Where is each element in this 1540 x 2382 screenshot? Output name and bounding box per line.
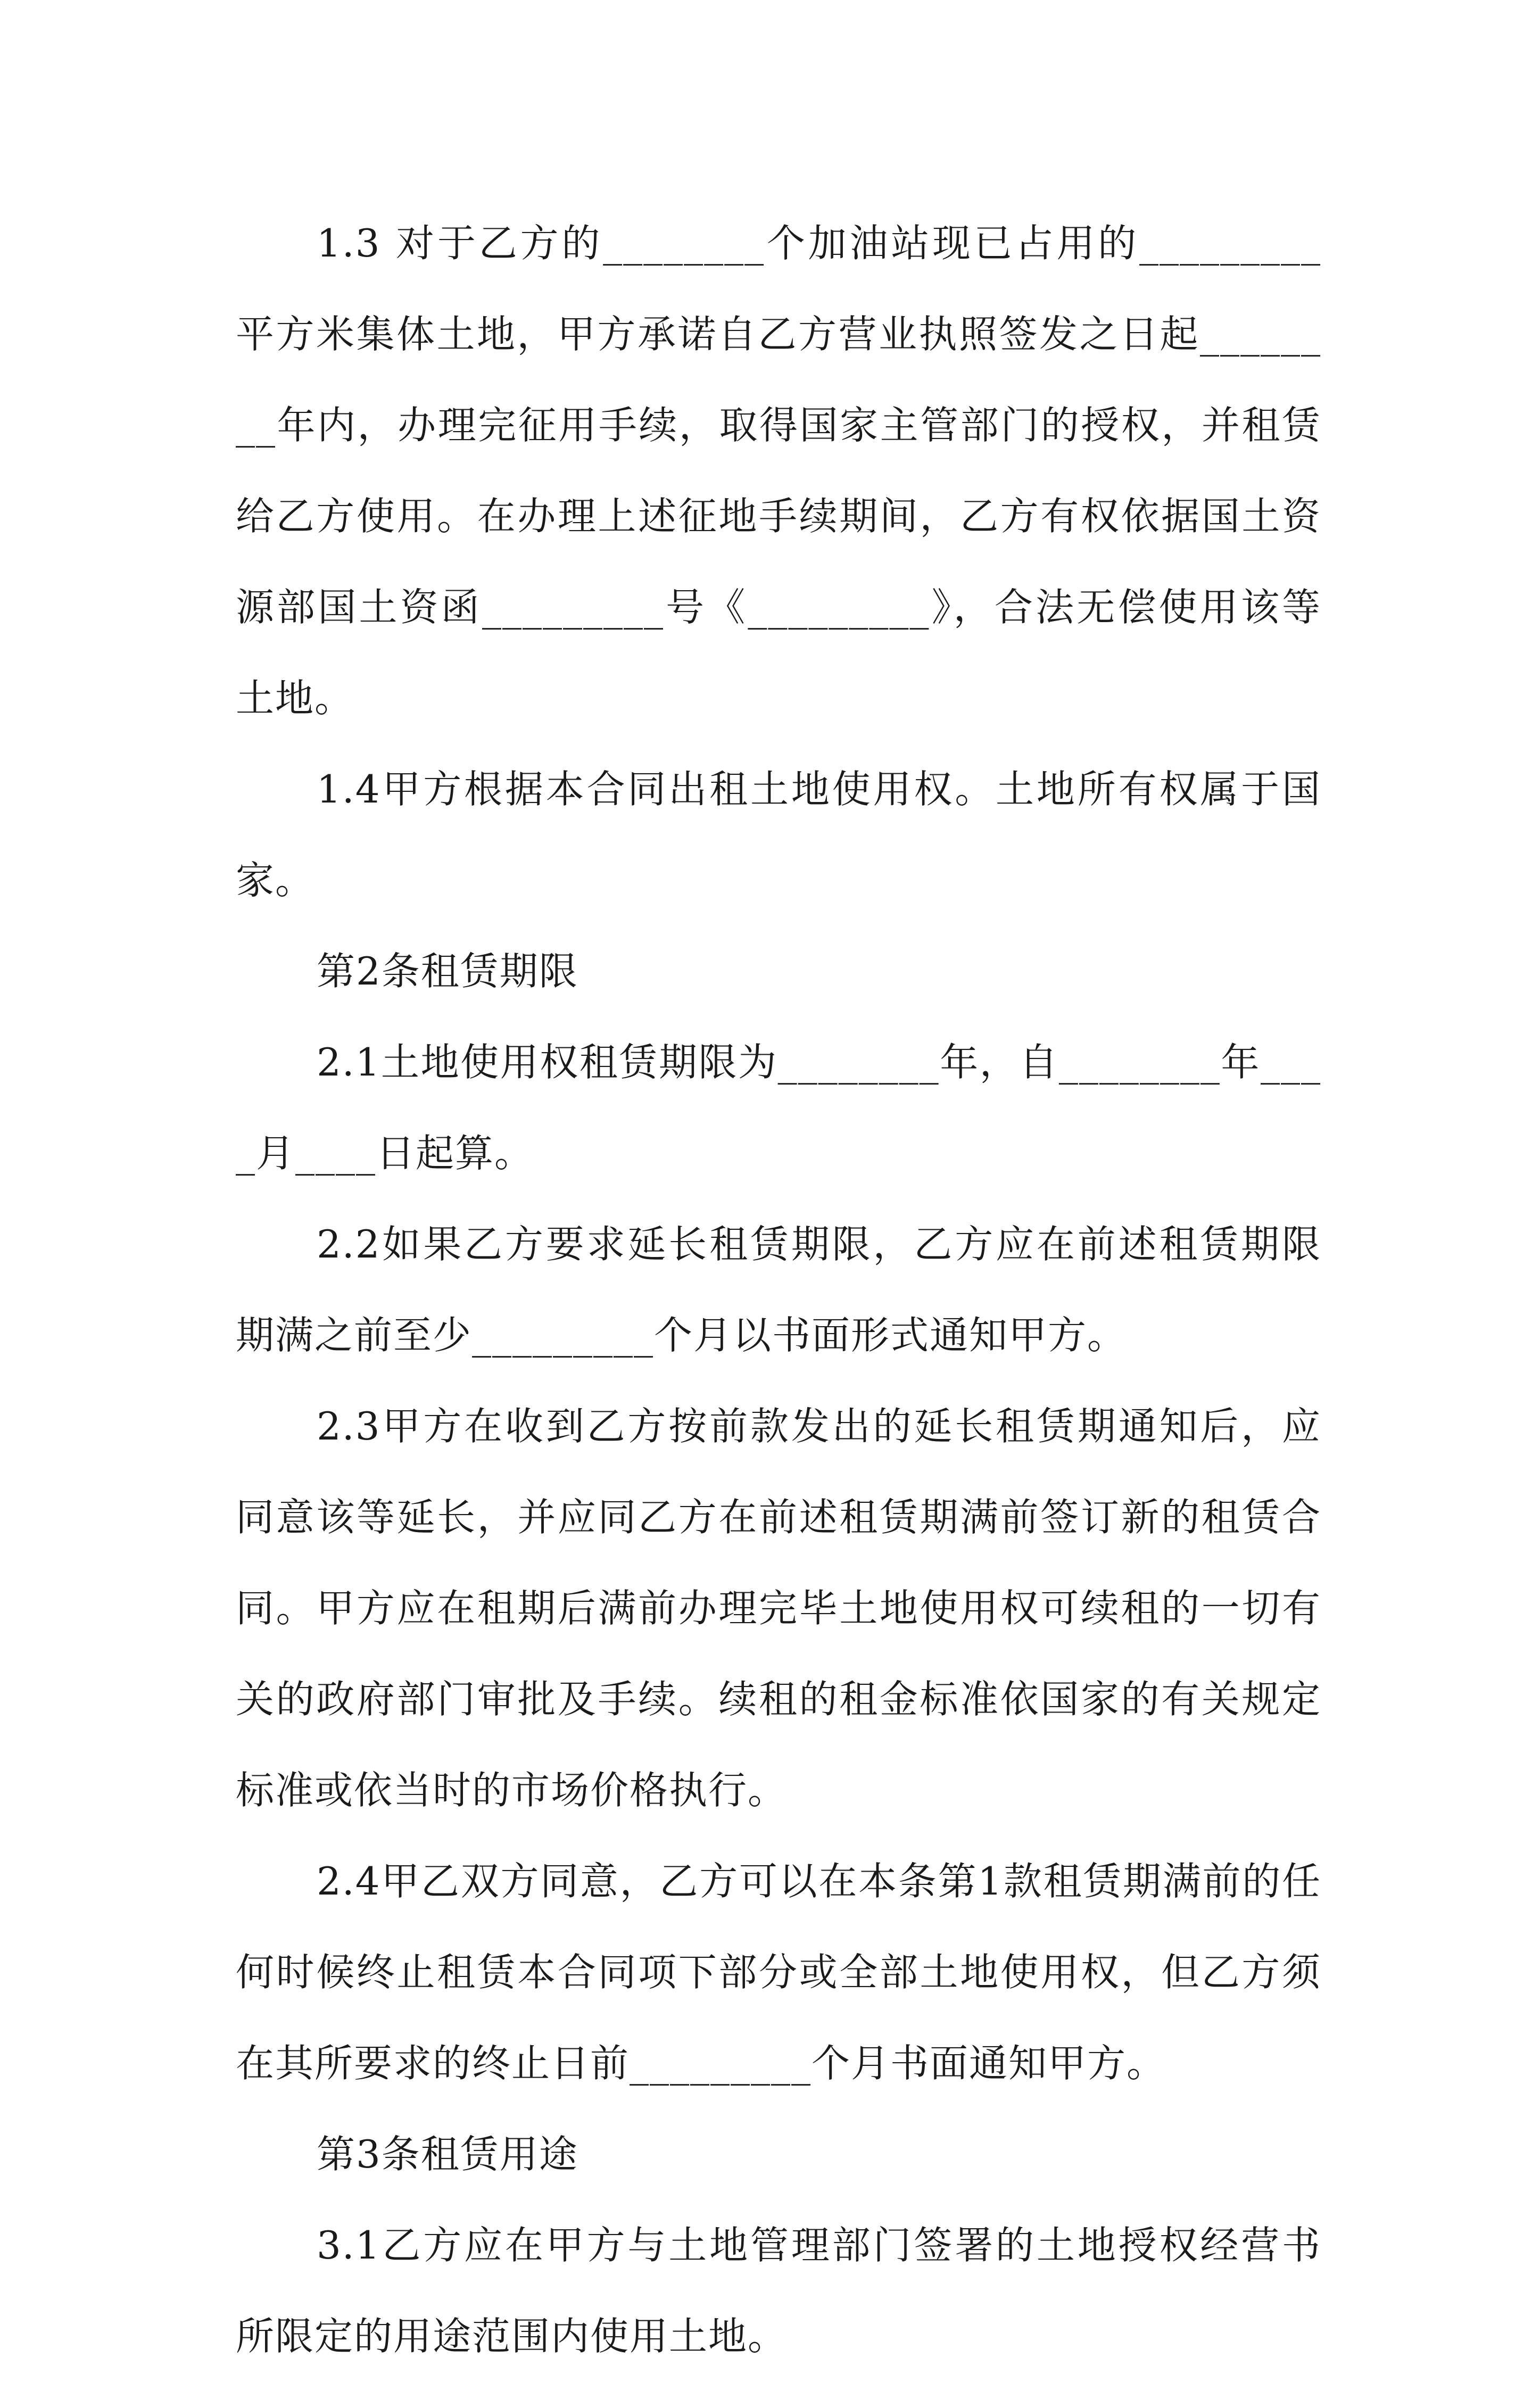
article-2-heading: 第2条租赁期限 <box>317 949 578 994</box>
article-3-heading: 第3条租赁用途 <box>317 2132 578 2177</box>
clause-2-3: 2.3甲方在收到乙方按前款发出的延长租赁期通知后，应同意该等延长，并应同乙方在前述租赁期满前签订新的租赁合同。甲方应在租期后满前办理完毕土地使用权可续租的一切有关的政府部门审批及手续。续租的租金标准依国家的有关规定标准或依当时的市场价格执行。 <box>236 1404 1321 1813</box>
clause-2-2: 2.2如果乙方要求延长租赁期限，乙方应在前述租赁期限期满之前至少_________个月以书面形式通知甲方。 <box>236 1222 1321 1358</box>
clause-3-1: 3.1乙方应在甲方与土地管理部门签署的土地授权经营书所限定的用途范围内使用土地。 <box>236 2223 1321 2359</box>
clause-1-3: 1.3 对于乙方的________个加油站现已占用的_________平方米集体土地，甲方承诺自乙方营业执照签发之日起________年内，办理完征用手续，取得国家主管部门的授权，并租赁给乙方使用。在办理上述征地手续期间，乙方有权依据国土资源部国土资函_________号《_________》，合法无偿使用该等土地。 <box>236 221 1321 721</box>
document-body <box>236 198 1321 2382</box>
clause-2-4: 2.4甲乙双方同意，乙方可以在本条第1款租赁期满前的任何时候终止租赁本合同项下部分或全部土地使用权，但乙方须在其所要求的终止日前_________个月书面通知甲方。 <box>236 1859 1321 2086</box>
clause-1-4: 1.4甲方根据本合同出租土地使用权。土地所有权属于国家。 <box>236 767 1321 903</box>
clause-2-1: 2.1土地使用权租赁期限为________年，自________年____月____日起算。 <box>236 1040 1321 1176</box>
